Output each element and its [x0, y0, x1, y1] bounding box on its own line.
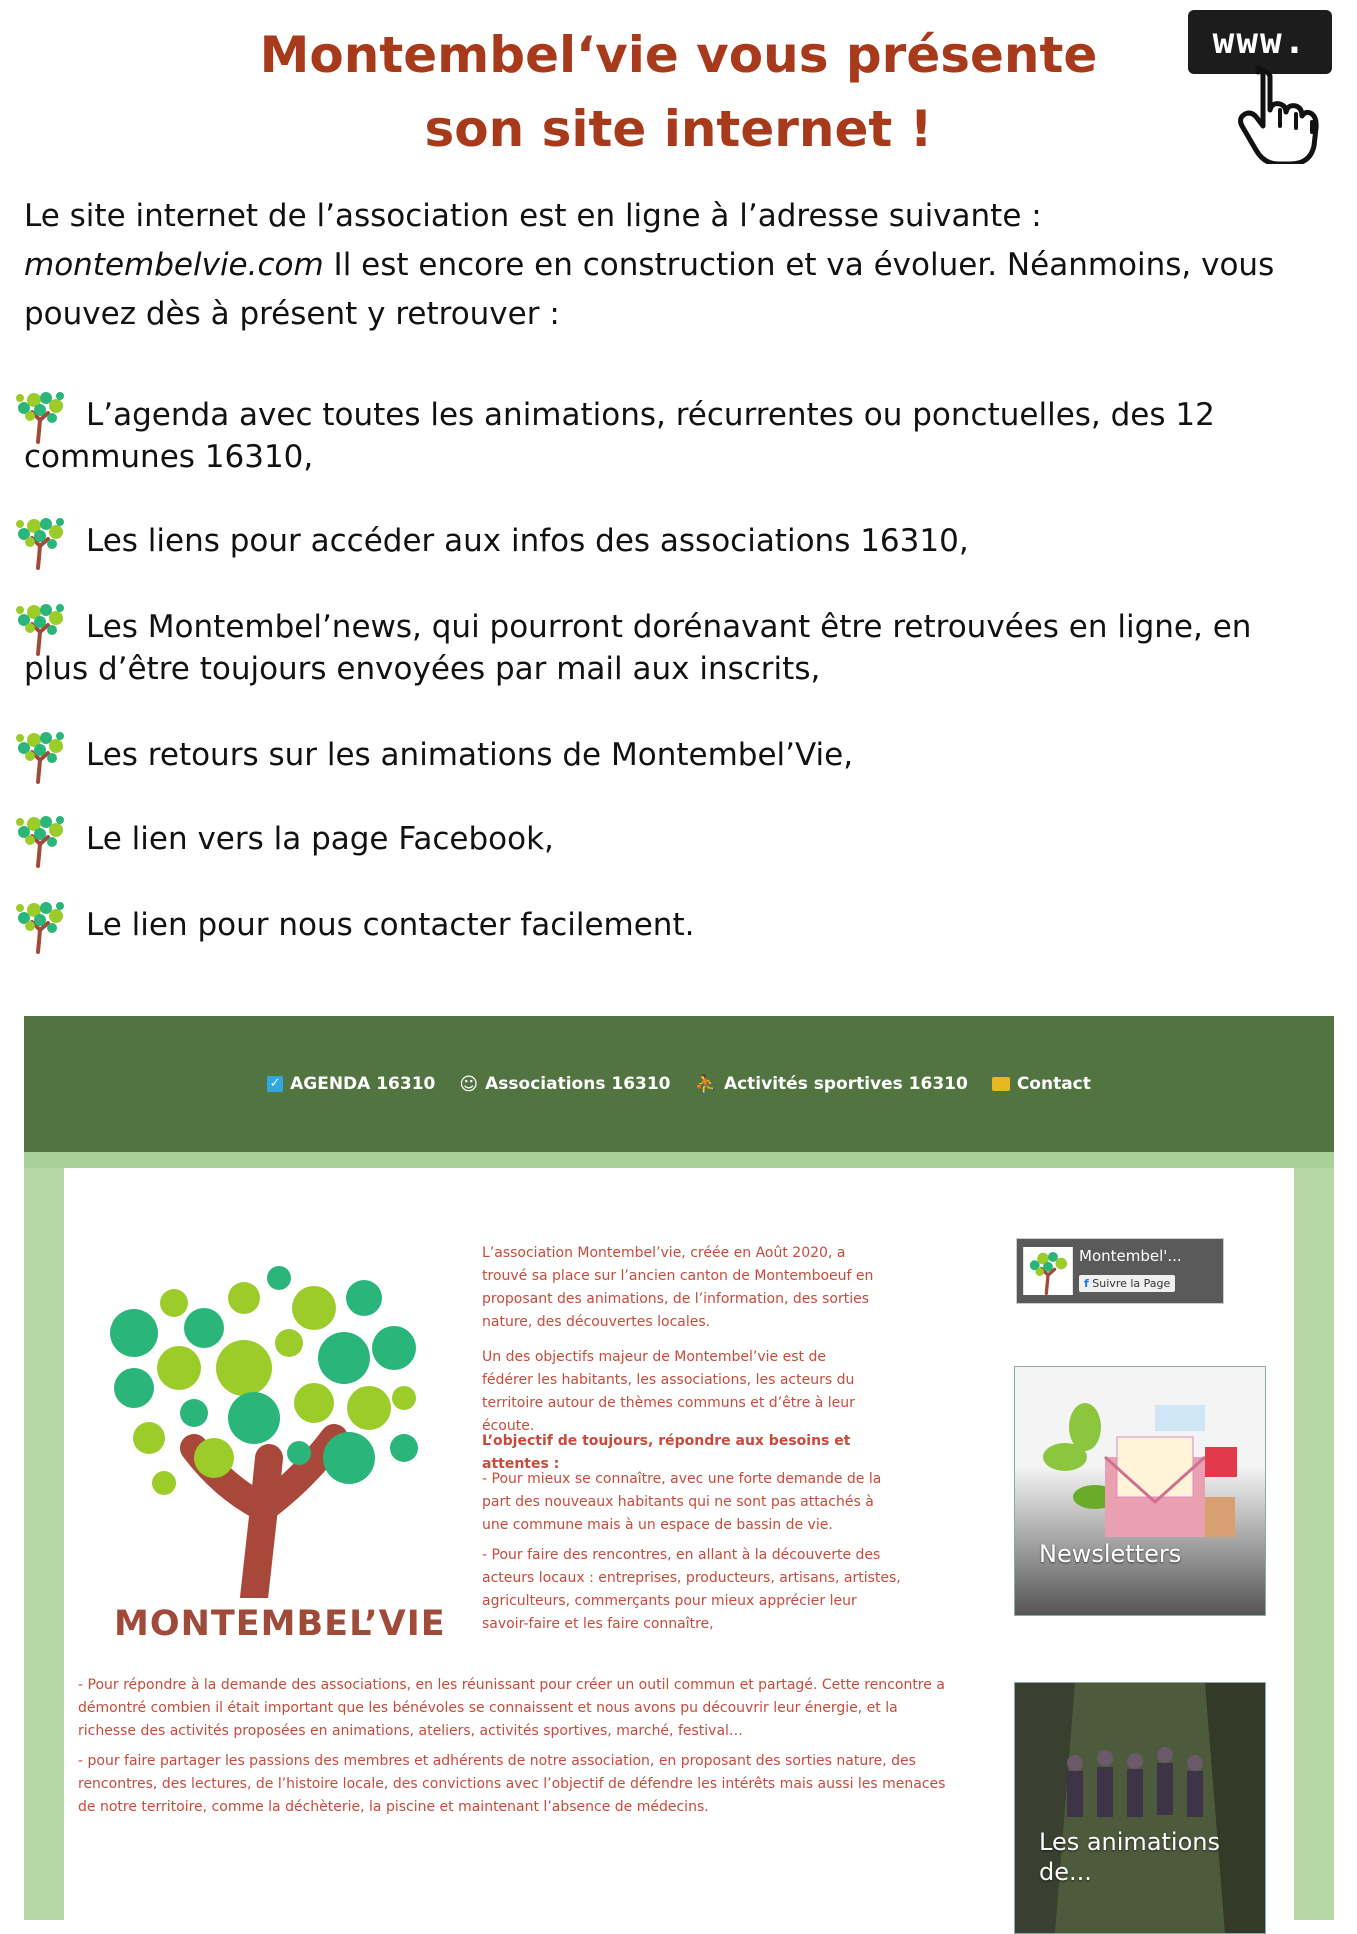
site-paragraph: - Pour faire des rencontres, en allant à la découverte des acteurs locaux : entreprises, producteurs, artisans, artistes, agriculteurs, commerçants pour mieux apprécier leur savoir-faire et les faire connaître, [482, 1547, 901, 1632]
list-item [10, 520, 1310, 562]
title-line-2: son site internet ! [424, 100, 933, 158]
bullet-text: Les Montembel’news, qui pourront dorénavant être retrouvées en ligne, en plus d’être toujours envoyées par mail aux inscrits, [24, 609, 1252, 687]
chat-icon [992, 1077, 1010, 1091]
list-item [10, 734, 1310, 776]
list-item [10, 904, 1310, 946]
tree-icon [10, 386, 70, 444]
site-paragraph: - Pour répondre à la demande des associations, en les réunissant pour créer un outil commun et partagé. Cette rencontre a démontré combien il était important que les bénévoles se connaissent et nous avons pu découvrir leur énergie, et la richesse des activités proposées en animations, ateliers, activités sportives, marché, festival… [78, 1677, 945, 1739]
runner-icon: ⛹ [694, 1073, 717, 1095]
site-url-link[interactable]: montembelvie.com [24, 247, 324, 283]
nav-item-contact[interactable] [992, 1074, 1091, 1094]
bullet-text: Le lien pour nous contacter facilement. [86, 907, 695, 943]
tree-logo-icon [104, 1258, 444, 1598]
intro-paragraph [24, 192, 1344, 339]
list-item [10, 394, 1310, 478]
intro-prefix: Le site internet de l’association est en ligne à l’adresse suivante : [24, 198, 1042, 234]
nav-item-associations[interactable] [459, 1074, 670, 1095]
site-paragraph: Un des objectifs majeur de Montembel’vie est de fédérer les habitants, les associations, les acteurs du territoire autour de thèmes communs et d’être à leur écoute. [482, 1349, 855, 1434]
facebook-widget[interactable] [1016, 1238, 1224, 1304]
list-item [10, 818, 1310, 860]
bullet-text: Le lien vers la page Facebook, [86, 821, 554, 857]
animations-label: Les animations de... [1039, 1828, 1220, 1886]
group-photo-image [1015, 1683, 1265, 1933]
site-content-panel [64, 1168, 1294, 1920]
newsletters-card[interactable] [1014, 1366, 1266, 1616]
facebook-icon: f [1084, 1277, 1089, 1290]
tree-icon [10, 598, 70, 656]
intro-rest: Il est encore en construction et va évoluer. Néanmoins, vous pouvez dès à présent y retrouver : [24, 247, 1275, 332]
animations-card[interactable] [1014, 1682, 1266, 1934]
nav-label: Contact [1016, 1074, 1091, 1094]
bullet-text: Les retours sur les animations de Montembel’Vie, [86, 737, 854, 773]
checkbox-icon: ✓ [267, 1076, 283, 1092]
nav-item-agenda[interactable] [267, 1074, 435, 1094]
tree-logo-icon [1023, 1247, 1073, 1295]
tree-icon [10, 726, 70, 784]
bullet-text: L’agenda avec toutes les animations, récurrentes ou ponctuelles, des 12 communes 16310, [24, 397, 1215, 475]
newsletter-envelope-icon [1025, 1397, 1255, 1547]
bullet-text: Les liens pour accéder aux infos des associations 16310, [86, 523, 969, 559]
newsletters-label: Newsletters [1039, 1540, 1182, 1568]
www-badge: www. [1188, 10, 1332, 74]
follow-label: Suivre la Page [1092, 1277, 1171, 1290]
smiley-icon: ☺ [459, 1073, 479, 1095]
page-title [0, 18, 1357, 166]
facebook-page-name: Montembel'... [1079, 1247, 1182, 1265]
facebook-follow-button[interactable] [1079, 1275, 1175, 1292]
nav-label: Activités sportives 16310 [723, 1074, 968, 1094]
website-screenshot [24, 1016, 1334, 1920]
logo-wordmark: MONTEMBEL’VIE [114, 1604, 446, 1644]
tree-icon [10, 810, 70, 868]
tree-icon [10, 512, 70, 570]
site-paragraph: - pour faire partager les passions des membres et adhérents de notre association, en proposant des sorties nature, des rencontres, des lectures, de l’histoire locale, des convictions avec l’objectif de défendre les intérêts mais aussi les menaces de notre territoire, comme la déchèterie, la piscine et maintenant l’absence de médecins. [78, 1753, 946, 1815]
nav-label: AGENDA 16310 [290, 1074, 436, 1094]
pointer-hand-icon [1228, 64, 1328, 164]
title-line-1: Montembel‘vie vous présente [259, 26, 1098, 84]
site-paragraph-bold: L’objectif de toujours, répondre aux besoins et attentes : [482, 1433, 851, 1472]
tree-icon [10, 896, 70, 954]
site-nav-bar [24, 1016, 1334, 1168]
site-paragraph: L’association Montembel’vie, créée en Août 2020, a trouvé sa place sur l’ancien canton de Montemboeuf en proposant des animations, de l’information, des sorties nature, des découvertes locales. [482, 1245, 874, 1330]
nav-item-activites[interactable] [695, 1074, 968, 1095]
list-item [10, 606, 1310, 690]
nav-label: Associations 16310 [485, 1074, 671, 1094]
site-paragraph: - Pour mieux se connaître, avec une forte demande de la part des nouveaux habitants qui ne sont pas attachés à une commune mais à un espace de bassin de vie. [482, 1471, 882, 1533]
